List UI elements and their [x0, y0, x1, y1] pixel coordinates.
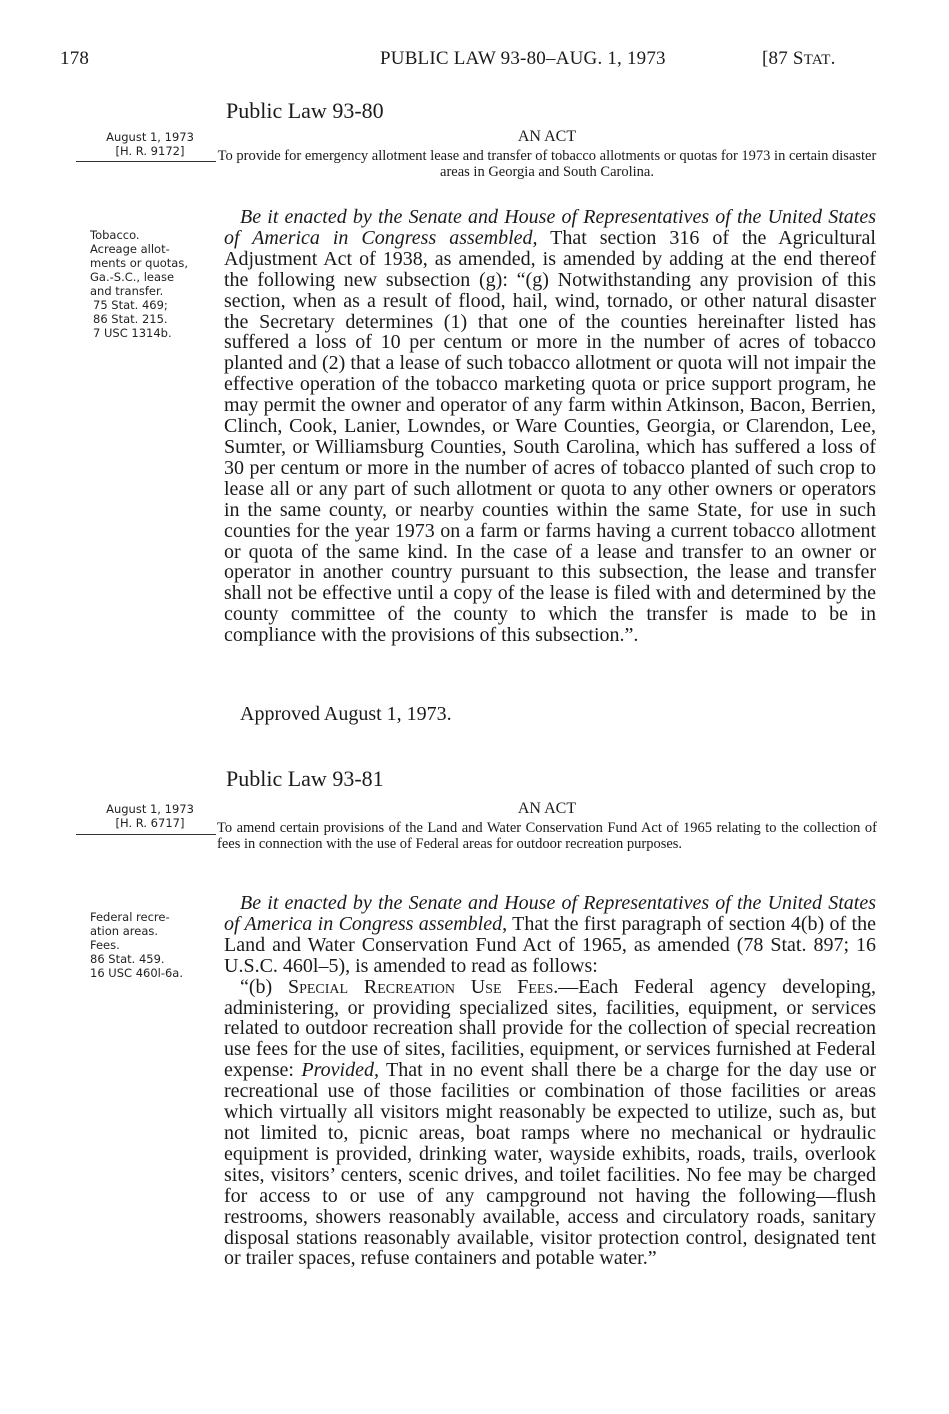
margin-rule — [76, 161, 216, 162]
running-head: PUBLIC LAW 93-80–AUG. 1, 1973 — [380, 48, 666, 69]
margin-date-93-80: August 1, 1973 [H. R. 9172] — [106, 130, 194, 158]
an-act-heading: AN ACT — [517, 800, 577, 817]
law-body-93-80: Be it enacted by the Senate and House of Representatives of the United States of America in Congress assembled, That section 316 of the Agricultural Adjustment Act of 1938, as amended, is amended by adding at the end thereof the following new subsection (g): “(g) Notwithstanding any provision of this section, when as a result of flood, hail, wind, tornado, or other natural disaster the Secretary determines (1) that one of the counties hereinafter listed has suffered a loss of 10 per centum or more in the number of acres of tobacco planted and (2) that a lease of such tobacco allotment or quota will not impair the effective operation of the tobacco marketing quota or price support program, he may permit the owner and operator of any farm within Atkinson, Bacon, Berrien, Clinch, Cook, Lanier, Lowndes, or Ware Counties, Georgia, or Clarendon, Lee, Sumter, or Williamsburg Counties, South Carolina, which has suffered a loss of 30 per centum or more in the number of acres of tobacco planted of such crop to lease all or any part of such allotment or quota to any other owners or operators in the same county, or nearby counties within the same State, for use in such counties for the year 1973 on a farm or farms having a current tobacco allotment or quota of the same kind. In the case of a lease and transfer to an owner or operator in another country pursuant to this subsection, the lease and transfer shall not be effective until a copy of the lease is filed with and determined by the county committee of the county to which the transfer is made to be in compliance with the provisions of this subsection.”. — [224, 206, 876, 647]
law-title-93-80: Public Law 93-80 — [226, 98, 384, 123]
act-purpose: To provide for emergency allotment lease and transfer of tobacco allotments or quotas for 1973 in certain disaster areas in Georgia and South Carolina. — [217, 148, 877, 180]
margin-rule — [76, 834, 216, 835]
page-number: 178 — [60, 48, 90, 69]
margin-notes-93-81: Federal recre- ation areas. Fees. 86 Stat. 459. 16 USC 460l-6a. — [90, 910, 184, 980]
volume-citation: [87 STAT. — [762, 48, 836, 69]
law-title-93-81: Public Law 93-81 — [226, 766, 384, 791]
margin-date-93-81: August 1, 1973 [H. R. 6717] — [106, 802, 194, 830]
approval-date: Approved August 1, 1973. — [240, 703, 452, 725]
act-purpose: To amend certain provisions of the Land and Water Conservation Fund Act of 1965 relating to the collection of fees in connection with the use of Federal areas for outdoor recreation purposes. — [217, 820, 877, 852]
margin-notes-93-80: Tobacco. Acreage allot- ments or quotas, Ga.-S.C., lease and transfer. 75 Stat. 469; 86 Stat. 215. 7 USC 1314b. — [90, 228, 188, 340]
law-body-93-81: Be it enacted by the Senate and House of Representatives of the United States of America in Congress assembled, That the first paragraph of section 4(b) of the Land and Water Conservation Fund Act of 1965, as amended (78 Stat. 897; 16 U.S.C. 460l–5), is amended to read as follows: “(b) Special Recreation Use Fees.—Each Federal agency developing, administering, or providing specialized sites, facilities, equipment, or services related to outdoor recreation shall provide for the collection of special recreation use fees for the use of sites, facilities, equipment, or services furnished at Federal expense: Provided, That in no event shall there be a charge for the day use or recreational use of those facilities or combination of those facilities or areas which virtually all visitors might reasonably be expected to utilize, such as, but not limited to, picnic areas, boat ramps where no mechanical or hydraulic equipment is provided, drinking water, wayside exhibits, roads, trails, overlook sites, visitors’ centers, scenic drives, and toilet facilities. No fee may be charged for access to or use of any campground not having the following—flush restrooms, showers reasonably available, access and circulatory roads, sanitary disposal stations reasonably available, visitor protection control, designated tent or trailer spaces, refuse containers and potable water.” — [224, 892, 876, 1270]
subsection-heading: Special Recreation Use Fees. — [287, 975, 559, 998]
an-act-heading: AN ACT — [517, 128, 577, 145]
